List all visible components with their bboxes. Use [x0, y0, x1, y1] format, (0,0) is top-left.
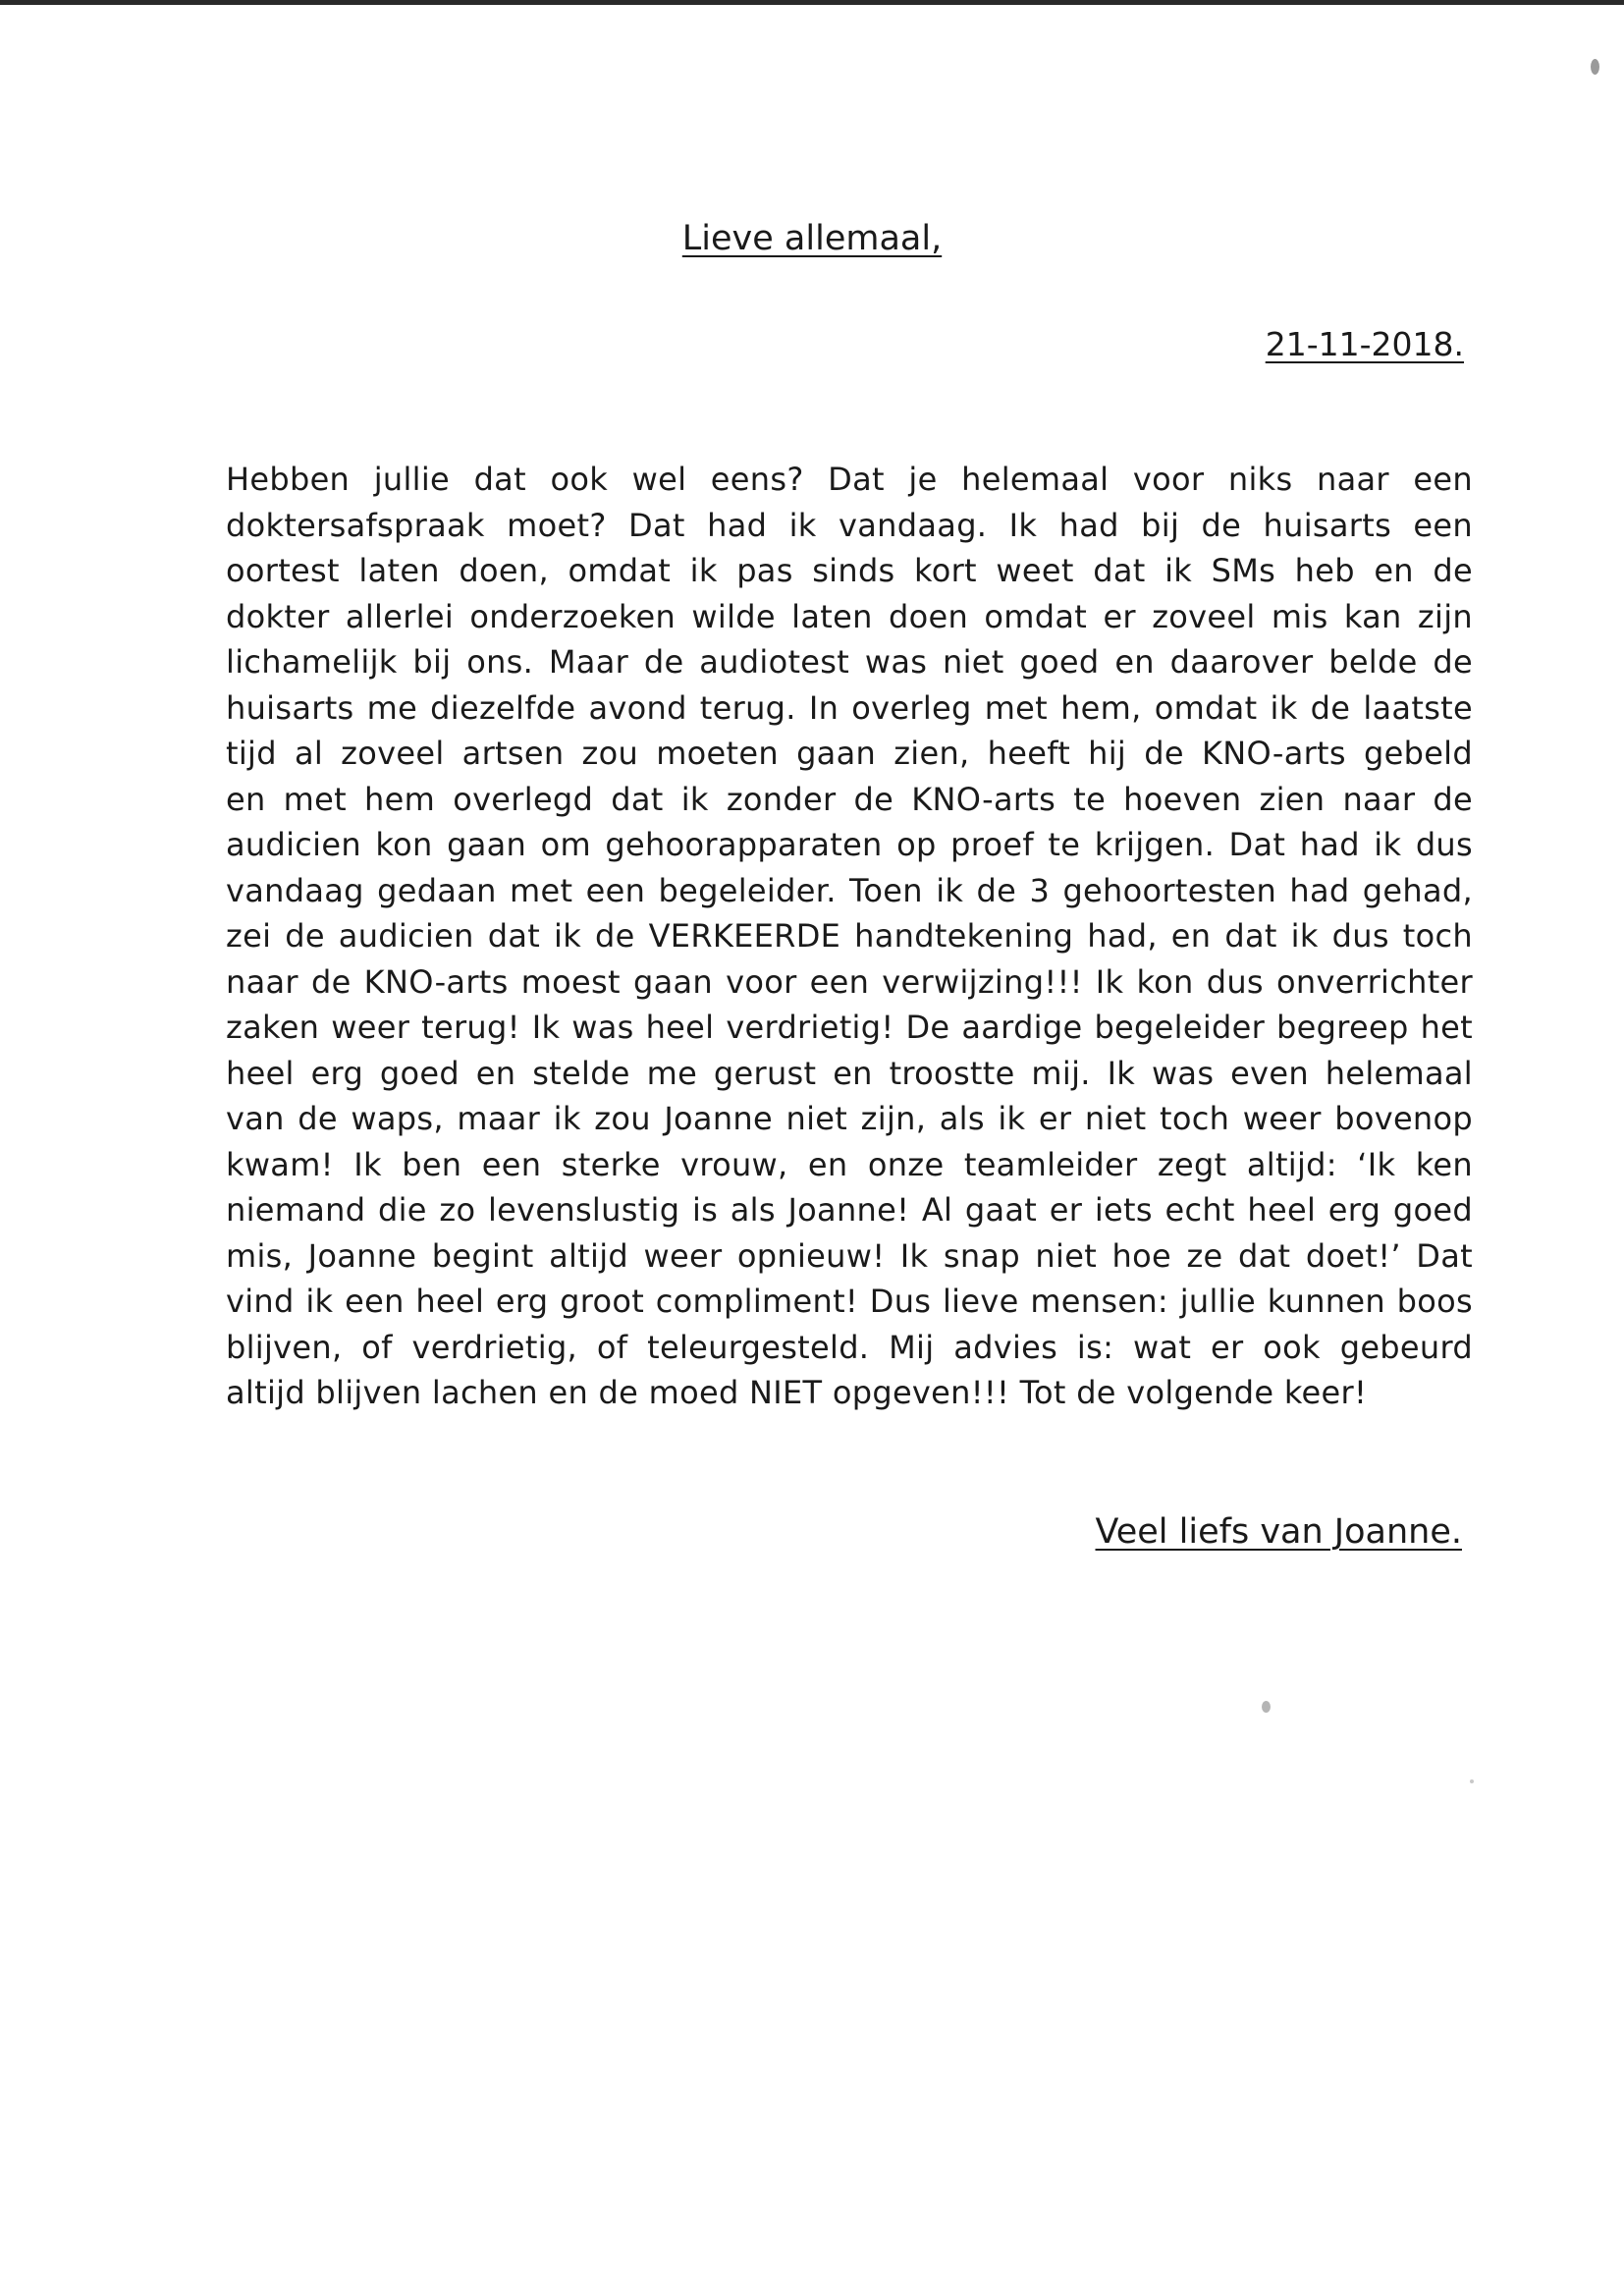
body-line: niemand die zo levenslustig is als Joanne! Al gaat er iets echt heel erg goed [226, 1191, 1473, 1229]
body-line: Hebben jullie dat ook wel eens? Dat je helemaal voor niks naar een [226, 461, 1473, 498]
letter-greeting: Lieve allemaal, [681, 219, 943, 258]
body-line: vind ik een heel erg groot compliment! Dus lieve mensen: jullie kunnen boos [226, 1283, 1473, 1320]
body-line: vandaag gedaan met een begeleider. Toen ik de 3 gehoortesten had gehad, [226, 871, 1473, 909]
letter-signoff: Veel liefs van Joanne. [1095, 1512, 1462, 1552]
body-line: heel erg goed en stelde me gerust en troostte mij. Ik was even helemaal [226, 1054, 1473, 1092]
body-line: audicien kon gaan om gehoorapparaten op proef te krijgen. Dat had ik dus [226, 826, 1473, 863]
body-line: en met hem overlegd dat ik zonder de KNO-arts te hoeven zien naar de [226, 780, 1473, 818]
body-line: dokter allerlei onderzoeken wilde laten doen omdat er zoveel mis kan zijn [226, 597, 1473, 635]
body-line: blijven, of verdrietig, of teleurgesteld. Mij advies is: wat er ook gebeurd [226, 1328, 1473, 1366]
body-line: tijd al zoveel artsen zou moeten gaan zien, heeft hij de KNO-arts gebeld [226, 735, 1473, 772]
scan-speck [1470, 1779, 1474, 1783]
body-line: altijd blijven lachen en de moed NIET opgeven!!! Tot de volgende keer! [226, 1374, 1368, 1411]
scan-speck [1262, 1701, 1271, 1713]
body-line: huisarts me diezelfde avond terug. In overleg met hem, omdat ik de laatste [226, 688, 1473, 727]
body-line: zei de audicien dat ik de VERKEERDE handtekening had, en dat ik dus toch [226, 917, 1473, 955]
scan-edge [0, 0, 1624, 5]
body-line: oortest laten doen, omdat ik pas sinds kort weet dat ik SMs heb en de [226, 552, 1473, 589]
body-line: lichamelijk bij ons. Maar de audiotest was niet goed en daarover belde de [226, 643, 1473, 681]
scan-speck [1591, 59, 1599, 75]
body-line: van de waps, maar ik zou Joanne niet zijn, als ik er niet toch weer bovenop [226, 1100, 1473, 1137]
body-line: zaken weer terug! Ik was heel verdrietig! De aardige begeleider begreep het [226, 1009, 1473, 1046]
letter-body [226, 457, 1473, 1416]
body-line: kwam! Ik ben een sterke vrouw, en onze teamleider zegt altijd: ‘Ik ken [226, 1145, 1473, 1183]
body-line: mis, Joanne begint altijd weer opnieuw! Ik snap niet hoe ze dat doet!’ Dat [226, 1236, 1473, 1275]
body-line: doktersafspraak moet? Dat had ik vandaag. Ik had bij de huisarts een [226, 506, 1473, 544]
body-line: naar de KNO-arts moest gaan voor een verwijzing!!! Ik kon dus onverrichter [226, 962, 1473, 1001]
letter-date: 21-11-2018. [1265, 325, 1464, 363]
